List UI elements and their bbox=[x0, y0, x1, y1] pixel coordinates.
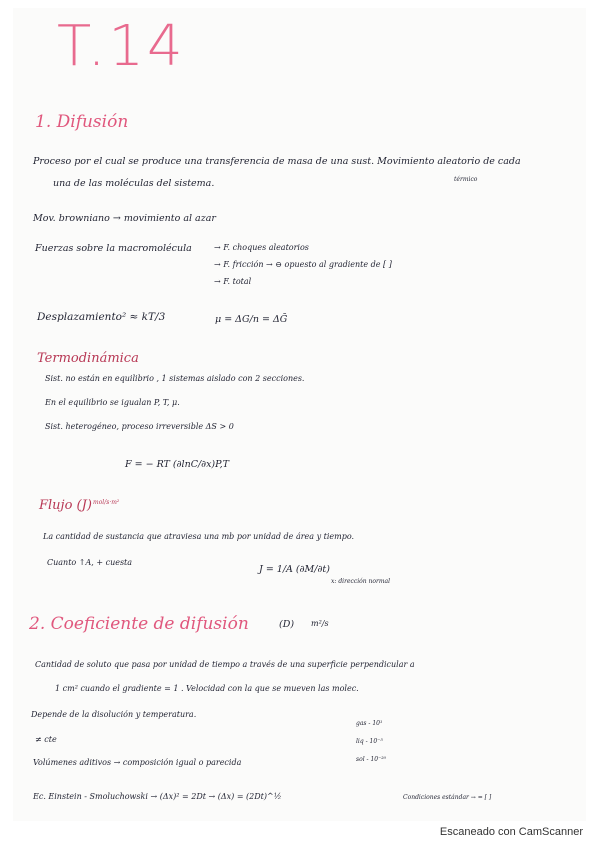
coef-value: liq - 10⁻⁵ bbox=[356, 738, 383, 745]
flujo-heading: Flujo (J) bbox=[39, 498, 92, 513]
coef-line-1: Cantidad de soluto que pasa por unidad de tiempo a través de una superficie perpendicular a bbox=[35, 660, 415, 669]
coef-line-4: ≠ cte bbox=[35, 735, 57, 744]
termo-line: En el equilibrio se igualan P, T, μ. bbox=[45, 398, 180, 407]
section-2-heading: 2. Coeficiente de difusión bbox=[29, 614, 249, 634]
flujo-formula: J = 1/A (∂M/∂t) bbox=[259, 564, 330, 575]
einstein-equation: Ec. Einstein - Smoluchowski → (Δx)² = 2Dt → (Δx) = (2Dt)^½ bbox=[33, 792, 282, 801]
coef-symbol: (D) bbox=[279, 619, 295, 630]
mu-formula: μ = ΔG/n = ΔḠ bbox=[215, 314, 288, 325]
termo-line: Sist. no están en equilibrio , 1 sistemas aislado con 2 secciones. bbox=[45, 374, 305, 383]
difusion-definition-line-2: una de las moléculas del sistema. bbox=[53, 178, 215, 189]
displacement-formula: Desplazamiento² ≈ kT/3 bbox=[37, 311, 166, 323]
termo-heading: Termodinámica bbox=[37, 351, 139, 366]
flujo-unit: mol/s·m² bbox=[93, 499, 120, 506]
termo-line: Sist. heterogéneo, proceso irreversible ΔS > 0 bbox=[45, 422, 234, 431]
coef-value: sol - 10⁻²⁰ bbox=[356, 756, 387, 763]
coef-line-2: 1 cm² cuando el gradiente = 1 . Velocidad con la que se mueven las molec. bbox=[55, 684, 359, 693]
scanner-watermark: Escaneado con CamScanner bbox=[439, 826, 583, 838]
forces-label: Fuerzas sobre la macromolécula bbox=[35, 243, 192, 254]
force-item: → F. total bbox=[214, 277, 252, 286]
coef-value: gas - 10¹ bbox=[356, 720, 383, 727]
force-item: → F. fricción → ⊖ opuesto al gradiente de [ ] bbox=[214, 260, 392, 269]
coef-unit: m²/s bbox=[311, 619, 329, 628]
standard-conditions: Condiciones estándar → = [ ] bbox=[403, 794, 492, 801]
brownian-motion: Mov. browniano → movimiento al azar bbox=[33, 213, 216, 224]
force-formula: F = − RT (∂lnC/∂x)P,T bbox=[125, 459, 229, 470]
force-item: → F. choques aleatorios bbox=[214, 243, 309, 252]
difusion-definition-line-1: Proceso por el cual se produce una transferencia de masa de una sust. Movimiento aleatorio de cada bbox=[33, 156, 521, 167]
scanned-page bbox=[13, 8, 586, 821]
page-title: T.14 bbox=[57, 14, 186, 79]
section-1-heading: 1. Difusión bbox=[35, 112, 129, 132]
flujo-note: Cuanto ↑A, + cuesta bbox=[47, 558, 133, 567]
definition-note: térmico bbox=[454, 176, 478, 183]
coef-line-5: Volúmenes aditivos → composición igual o parecida bbox=[33, 758, 242, 767]
flujo-definition: La cantidad de sustancia que atraviesa una mb por unidad de área y tiempo. bbox=[43, 532, 355, 541]
flujo-formula-note: x: dirección normal bbox=[331, 578, 391, 585]
coef-line-3: Depende de la disolución y temperatura. bbox=[31, 710, 197, 719]
